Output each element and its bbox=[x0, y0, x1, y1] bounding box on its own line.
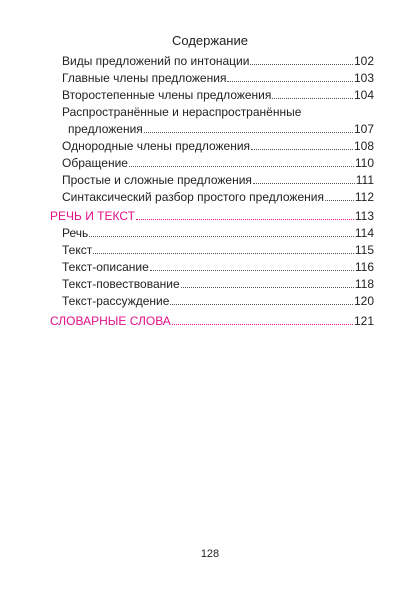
toc-entry[interactable] bbox=[62, 70, 374, 87]
toc-entry-text: Текст-рассуждение bbox=[62, 294, 170, 308]
toc-entry-page: 114 bbox=[354, 226, 374, 240]
toc-leader-dots bbox=[325, 189, 354, 201]
toc-entry-text: Обращение bbox=[62, 156, 128, 170]
toc-leader-dots bbox=[250, 53, 353, 65]
toc-section-speech[interactable] bbox=[50, 208, 374, 225]
toc-entry-text: Виды предложений по интонации bbox=[62, 54, 250, 68]
toc-entry[interactable] bbox=[62, 155, 374, 172]
toc-entry[interactable] bbox=[62, 293, 374, 310]
toc-section-dictionary[interactable] bbox=[50, 313, 374, 330]
toc-entry-page: 115 bbox=[354, 243, 374, 257]
page-number: 128 bbox=[200, 548, 220, 560]
toc-entry[interactable] bbox=[62, 189, 374, 206]
toc-entry[interactable] bbox=[62, 53, 374, 70]
toc-section-page: 121 bbox=[353, 314, 374, 328]
toc-entry[interactable] bbox=[62, 138, 374, 155]
toc-leader-dots bbox=[181, 276, 354, 288]
toc-entry-page: 111 bbox=[355, 173, 374, 187]
toc-entry-page: 104 bbox=[353, 88, 374, 102]
toc-leader-dots bbox=[89, 225, 354, 237]
toc-entry[interactable] bbox=[62, 259, 374, 276]
toc-leader-dots bbox=[172, 313, 353, 325]
toc-section-text: РЕЧЬ И ТЕКСТ bbox=[50, 209, 135, 223]
toc-entry[interactable] bbox=[62, 225, 374, 242]
toc-leader-dots bbox=[150, 259, 354, 271]
toc-entry-page: 108 bbox=[353, 139, 374, 153]
toc-section-text: СЛОВАРНЫЕ СЛОВА bbox=[50, 314, 171, 328]
toc-entry-page: 103 bbox=[353, 71, 374, 85]
toc-leader-dots bbox=[272, 87, 353, 99]
toc-entry-wrapped-line1[interactable] bbox=[62, 104, 374, 121]
toc-leader-dots bbox=[136, 208, 354, 220]
toc-entry-text: Простые и сложные предложения bbox=[62, 173, 252, 187]
toc-leader-dots bbox=[144, 121, 353, 133]
toc-entry-text: Текст-повествование bbox=[62, 277, 180, 291]
toc-entry-text: Текст bbox=[62, 243, 93, 257]
toc-entry-text: Распространённые и нераспространённые bbox=[62, 105, 302, 119]
toc-entry-text: Главные члены предложения bbox=[62, 71, 227, 85]
toc-entry-text: Текст-описание bbox=[62, 260, 149, 274]
toc-leader-dots bbox=[170, 293, 353, 305]
toc-entry-page: 118 bbox=[354, 277, 374, 291]
toc-entry-page: 116 bbox=[354, 260, 374, 274]
toc-leader-dots bbox=[227, 70, 353, 82]
toc-entry[interactable] bbox=[62, 242, 374, 259]
toc-entry-text: Синтаксический разбор простого предложения bbox=[62, 190, 324, 204]
toc-section-page: 113 bbox=[354, 209, 374, 223]
toc-entry[interactable] bbox=[62, 276, 374, 293]
toc-entry-text: Второстепенные члены предложения bbox=[62, 88, 272, 102]
toc-title: Содержание bbox=[172, 33, 248, 48]
toc-entry[interactable] bbox=[62, 172, 374, 189]
toc-entry-page: 110 bbox=[354, 156, 374, 170]
toc-entry-page: 120 bbox=[353, 294, 374, 308]
toc-entry-text: Речь bbox=[62, 226, 89, 240]
toc-leader-dots bbox=[93, 242, 354, 254]
toc-entry-page: 112 bbox=[354, 190, 374, 204]
toc-entry-page: 107 bbox=[353, 122, 374, 136]
toc-leader-dots bbox=[251, 138, 353, 150]
toc-entry-text: Однородные члены предложения bbox=[62, 139, 251, 153]
toc-leader-dots bbox=[253, 172, 355, 184]
toc-entry-text: предложения bbox=[68, 122, 143, 136]
toc-entry-wrapped-line2[interactable] bbox=[68, 121, 374, 138]
toc-leader-dots bbox=[129, 155, 354, 167]
toc-entry-page: 102 bbox=[353, 54, 374, 68]
toc-entry[interactable] bbox=[62, 87, 374, 104]
